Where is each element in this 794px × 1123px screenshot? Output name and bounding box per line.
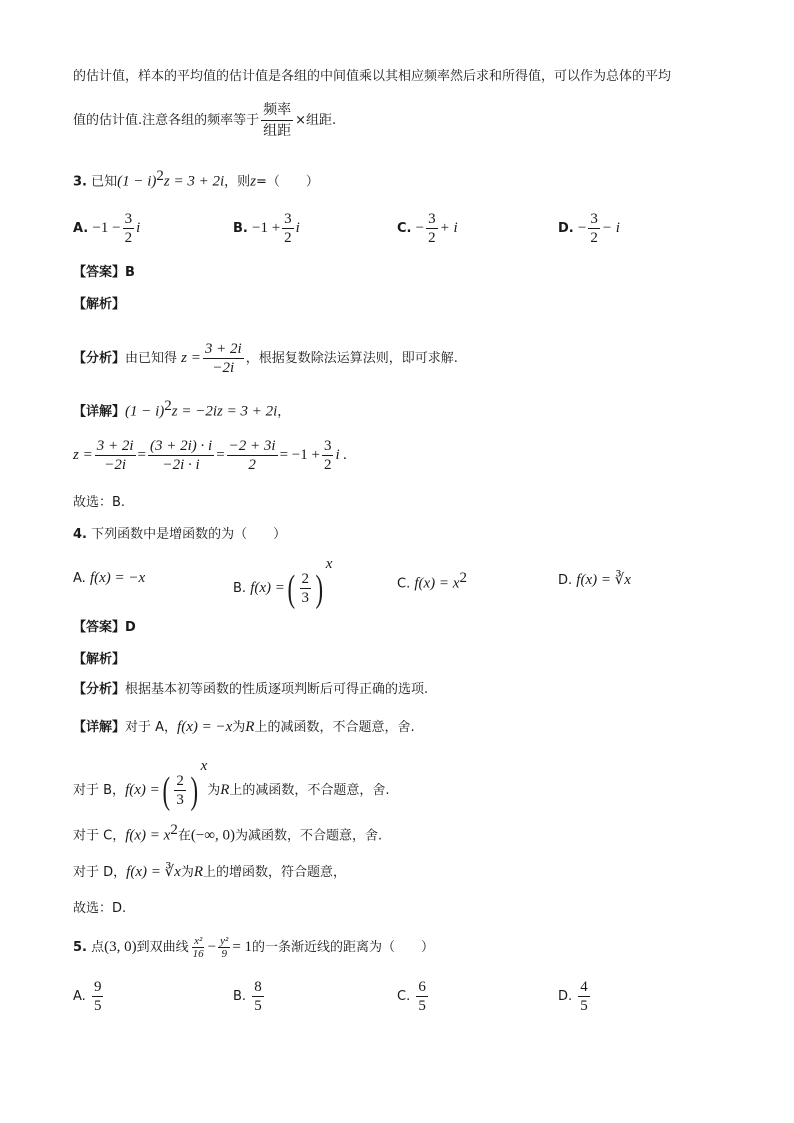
detail-b-pre: 对于 B， bbox=[73, 783, 126, 798]
fraction-numerator: 频率 bbox=[261, 100, 293, 121]
fraction-denominator: 2 bbox=[590, 230, 598, 246]
fraction-numerator: 3 bbox=[323, 438, 332, 454]
fraction-numerator: 3 + 2i bbox=[96, 438, 134, 454]
left-paren: ( bbox=[162, 769, 170, 812]
option-label: B. bbox=[233, 221, 248, 236]
option-pre: − bbox=[577, 220, 587, 236]
option-expr: f(x) = x bbox=[414, 575, 460, 592]
calc-fraction-4 bbox=[322, 437, 334, 474]
times-symbol: × bbox=[295, 113, 307, 128]
calc-z: z = bbox=[73, 447, 93, 463]
detail-c-post: 为减函数，不合题意，舍. bbox=[235, 828, 383, 844]
q3-detail bbox=[73, 396, 290, 422]
q5-option-c[interactable] bbox=[397, 978, 430, 1015]
fraction-denominator: −2i · i bbox=[162, 457, 200, 473]
q4-number: 4. bbox=[73, 527, 87, 542]
detail-c-mid: 在 bbox=[177, 828, 191, 844]
analysis-tag: 【分析】 bbox=[73, 351, 126, 366]
option-expr: f(x) = ∛x bbox=[576, 572, 631, 588]
paren-group bbox=[160, 771, 201, 811]
q4-option-b[interactable] bbox=[233, 556, 332, 609]
q5-stem-mid: 到双曲线 bbox=[136, 940, 189, 955]
detail-b-post: 上的减函数，不合题意，舍. bbox=[229, 783, 390, 798]
option-fraction bbox=[92, 978, 104, 1015]
q5-option-b[interactable] bbox=[233, 978, 266, 1015]
q3-z: z bbox=[250, 173, 257, 190]
detail-d-post: 上的增函数，符合题意， bbox=[203, 865, 347, 880]
calc-eq-1: = bbox=[137, 447, 146, 463]
fraction-denominator: 5 bbox=[254, 998, 262, 1014]
detail-c-interval: (−∞, 0) bbox=[190, 827, 235, 844]
q3-exponent: 2 bbox=[156, 168, 164, 184]
fraction-denominator: 16 bbox=[192, 948, 204, 960]
q3-option-d[interactable] bbox=[558, 210, 620, 247]
analysis-text: 根据基本初等函数的性质逐项判断后可得正确的选项. bbox=[125, 682, 429, 697]
option-pre: −1 − bbox=[92, 220, 121, 236]
option-fraction bbox=[588, 210, 600, 247]
q5-option-d[interactable] bbox=[558, 978, 592, 1015]
freq-over-width-fraction bbox=[261, 100, 293, 141]
fraction-numerator: 3 bbox=[590, 211, 598, 227]
intro-line-2 bbox=[73, 100, 336, 141]
fraction-denominator: 9 bbox=[221, 948, 227, 960]
q3-conclusion: 故选：B. bbox=[73, 495, 126, 510]
q3-expr2: z = 3 + 2i bbox=[163, 173, 225, 190]
fraction-numerator: 3 bbox=[428, 211, 436, 227]
q3-answer bbox=[73, 263, 135, 283]
q5-number: 5. bbox=[73, 940, 87, 955]
q3-option-a[interactable] bbox=[73, 210, 140, 247]
q3-stem-suffix: ，则 bbox=[224, 174, 251, 190]
option-expr: f(x) = bbox=[250, 580, 285, 596]
jiexi-tag: 【解析】 bbox=[73, 652, 126, 667]
analysis-pre: 由已知得 bbox=[125, 351, 178, 366]
option-expr: f(x) = −x bbox=[89, 570, 146, 586]
q4-analysis bbox=[73, 680, 428, 700]
fraction-denominator: 5 bbox=[580, 998, 588, 1014]
answer-tag: 【答案】 bbox=[73, 265, 126, 280]
option-label: B. bbox=[233, 989, 247, 1004]
detail-a-pre: 对于 A， bbox=[125, 720, 178, 735]
option-label: D. bbox=[558, 989, 573, 1004]
option-fraction bbox=[416, 978, 428, 1015]
q4-option-c[interactable] bbox=[397, 570, 467, 592]
option-post: + i bbox=[439, 220, 458, 236]
option-fraction bbox=[123, 210, 135, 247]
left-paren: ( bbox=[287, 567, 296, 610]
option-label: A. bbox=[73, 571, 86, 586]
q3-analysis bbox=[73, 340, 458, 377]
fraction-numerator: x² bbox=[194, 935, 203, 947]
hyperbola-minus: − bbox=[207, 939, 217, 955]
option-pre: −1 + bbox=[252, 220, 281, 236]
fraction-numerator: 4 bbox=[580, 979, 588, 995]
q4-detail-a bbox=[73, 717, 415, 738]
option-exponent: x bbox=[325, 556, 333, 572]
q5-stem bbox=[73, 935, 434, 960]
q3-expr: (1 − i) bbox=[117, 173, 157, 190]
option-fraction bbox=[252, 978, 264, 1015]
detail-tag: 【详解】 bbox=[73, 404, 126, 420]
fraction-denominator: 5 bbox=[418, 998, 426, 1014]
fraction-numerator: 3 + 2i bbox=[204, 341, 242, 357]
fraction-numerator: 2 bbox=[176, 773, 184, 789]
hyperbola-fraction-x bbox=[191, 935, 206, 960]
fraction-numerator: (3 + 2i) · i bbox=[149, 438, 213, 454]
detail-exponent: 2 bbox=[164, 398, 172, 414]
option-label: C. bbox=[397, 989, 411, 1004]
q3-option-c[interactable] bbox=[397, 210, 458, 247]
q3-calculation bbox=[73, 437, 347, 474]
fraction-denominator: 5 bbox=[93, 998, 102, 1014]
q4-jiexi bbox=[73, 650, 125, 670]
q3-stem-prefix: 已知 bbox=[91, 174, 118, 190]
q4-stem bbox=[73, 525, 286, 545]
calc-eq-2: = bbox=[216, 447, 225, 463]
q4-detail-d bbox=[73, 862, 346, 883]
fraction-numerator: 3 bbox=[284, 211, 292, 227]
detail-b-fraction bbox=[174, 772, 186, 809]
analysis-tag: 【分析】 bbox=[73, 682, 126, 697]
q5-stem-post: 的一条渐近线的距离为（ ） bbox=[252, 940, 435, 955]
calc-fraction-3 bbox=[227, 437, 278, 474]
fraction-numerator: −2 + 3i bbox=[228, 438, 276, 454]
detail-b-R: R bbox=[220, 782, 230, 798]
detail-c-pre: 对于 C， bbox=[73, 828, 126, 844]
option-label: B. bbox=[233, 581, 247, 596]
fraction-numerator: 8 bbox=[254, 979, 262, 995]
detail-tag: 【详解】 bbox=[73, 720, 126, 735]
fraction-denominator: 组距 bbox=[263, 123, 292, 139]
option-fraction bbox=[300, 570, 312, 607]
calc-eq-3: = −1 + bbox=[279, 447, 320, 463]
detail-b-exponent: x bbox=[200, 758, 208, 774]
intro-line-2-prefix: 值的估计值.注意各组的频率等于 bbox=[73, 113, 260, 128]
calc-fraction-1 bbox=[95, 437, 136, 474]
option-post: − i bbox=[601, 220, 620, 236]
detail-a-mid: 为 bbox=[232, 720, 246, 735]
answer-value: B bbox=[125, 265, 135, 280]
option-exponent: 2 bbox=[459, 570, 467, 586]
detail-end: ， bbox=[277, 404, 291, 420]
q4-detail-b bbox=[73, 756, 390, 811]
answer-value: D bbox=[125, 620, 136, 635]
q4-answer bbox=[73, 618, 136, 638]
option-pre: − bbox=[415, 220, 425, 236]
detail-expr: (1 − i) bbox=[125, 403, 165, 420]
q5-point: (3, 0) bbox=[104, 939, 137, 955]
right-paren: ) bbox=[315, 567, 324, 610]
answer-tag: 【答案】 bbox=[73, 620, 126, 635]
fraction-denominator: 3 bbox=[301, 590, 310, 606]
fraction-denominator: 2 bbox=[428, 230, 436, 246]
intro-line-1: 的估计值，样本的平均值的估计值是各组的中间值乘以其相应频率然后求和所得值，可以作为总体的平均 bbox=[73, 69, 672, 84]
fraction-numerator: 9 bbox=[93, 979, 102, 995]
option-fraction bbox=[578, 978, 590, 1015]
detail-a-post: 上的减函数，不合题意，舍. bbox=[254, 720, 415, 735]
detail-c-exponent: 2 bbox=[170, 822, 178, 838]
hyperbola-fraction-y bbox=[218, 935, 230, 960]
jiexi-tag: 【解析】 bbox=[73, 297, 126, 312]
detail-b-expr: f(x) = bbox=[125, 782, 160, 798]
fraction-numerator: 3 bbox=[124, 211, 133, 227]
q4-detail-c bbox=[73, 820, 382, 846]
detail-d-pre: 对于 D， bbox=[73, 865, 127, 880]
calc-fraction-2 bbox=[148, 437, 214, 474]
q4-conclusion: 故选：D. bbox=[73, 901, 127, 916]
right-paren: ) bbox=[190, 769, 199, 812]
analysis-post: ，根据复数除法运算法则，即可求解. bbox=[245, 351, 458, 366]
q3-blank: =（ ） bbox=[256, 174, 319, 190]
fraction-denominator: 2 bbox=[248, 457, 256, 473]
option-label: A. bbox=[73, 989, 86, 1004]
detail-d-expr: f(x) = ∛x bbox=[126, 864, 181, 880]
detail-a-R: R bbox=[245, 719, 255, 735]
fraction-numerator: y² bbox=[220, 935, 229, 947]
q4-stem-text: 下列函数中是增函数的为（ ） bbox=[91, 527, 287, 542]
q3-jiexi bbox=[73, 295, 125, 315]
q5-stem-pre: 点 bbox=[91, 940, 105, 955]
detail-c-expr: f(x) = x bbox=[125, 827, 171, 844]
intro-line-2-suffix: 组距. bbox=[306, 113, 337, 128]
option-label: D. bbox=[558, 221, 574, 236]
fraction-numerator: 6 bbox=[418, 979, 426, 995]
fraction-denominator: −2i bbox=[212, 360, 235, 376]
paren-group bbox=[285, 569, 326, 609]
option-fraction bbox=[426, 210, 438, 247]
analysis-z: z = bbox=[181, 350, 201, 366]
fraction-denominator: −2i bbox=[104, 457, 127, 473]
q3-option-b[interactable] bbox=[233, 210, 300, 247]
option-fraction bbox=[282, 210, 294, 247]
detail-d-R: R bbox=[193, 864, 203, 880]
q4-option-a[interactable] bbox=[73, 570, 145, 587]
option-label: C. bbox=[397, 576, 411, 592]
detail-b-mid: 为 bbox=[207, 783, 221, 798]
option-post: i bbox=[295, 220, 300, 236]
option-label: A. bbox=[73, 221, 89, 236]
q3-number: 3. bbox=[73, 174, 87, 190]
fraction-denominator: 2 bbox=[323, 457, 332, 473]
option-label: C. bbox=[397, 221, 412, 236]
analysis-fraction bbox=[203, 340, 244, 377]
fraction-denominator: 2 bbox=[284, 230, 292, 246]
q3-stem bbox=[73, 166, 319, 192]
option-label: D. bbox=[558, 573, 573, 588]
option-post: i bbox=[136, 220, 141, 236]
detail-d-mid: 为 bbox=[180, 865, 194, 880]
fraction-denominator: 2 bbox=[124, 230, 133, 246]
q4-option-d[interactable] bbox=[558, 570, 631, 589]
hyperbola-eq: = 1 bbox=[232, 939, 253, 955]
calc-tail: i . bbox=[335, 447, 348, 463]
fraction-denominator: 3 bbox=[176, 792, 184, 808]
fraction-numerator: 2 bbox=[301, 571, 310, 587]
detail-expr2: z = −2iz = 3 + 2i bbox=[171, 403, 278, 420]
q5-option-a[interactable] bbox=[73, 978, 105, 1015]
detail-a-expr: f(x) = −x bbox=[177, 719, 233, 735]
